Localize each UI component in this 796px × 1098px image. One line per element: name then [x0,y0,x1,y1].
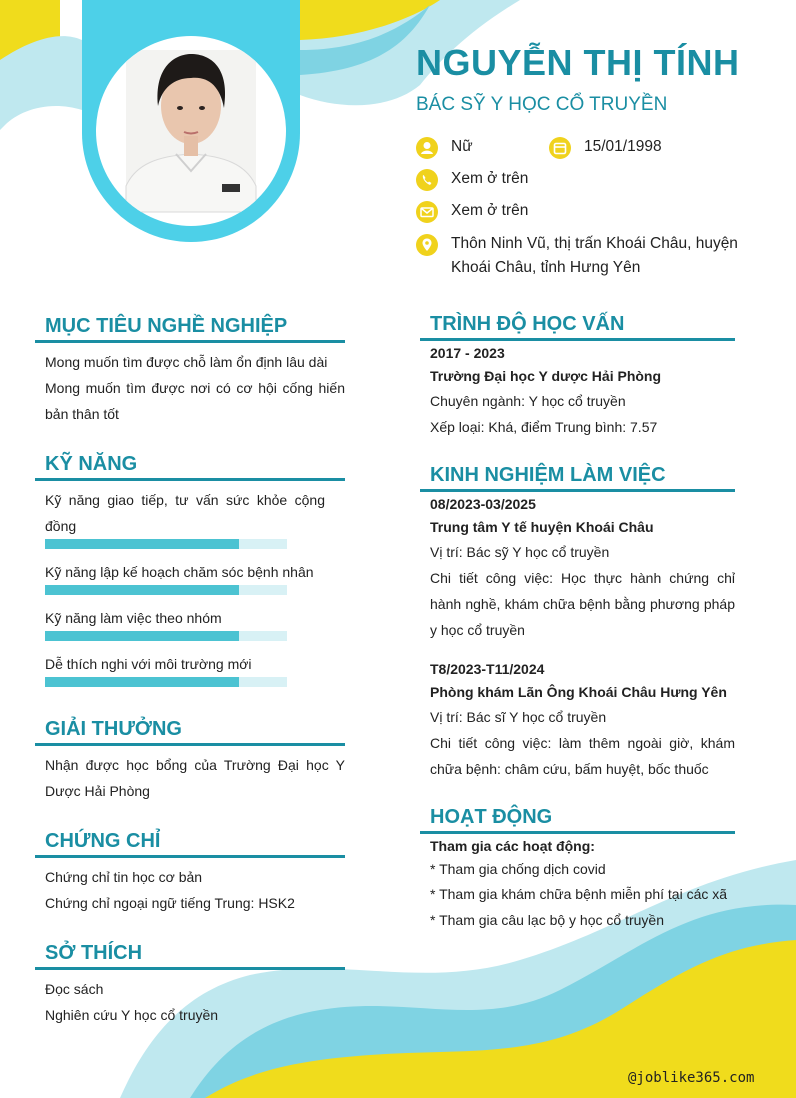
skill-bar [45,677,287,687]
skill-label: Kỹ năng giao tiếp, tư vấn sức khỏe cộng đồng [45,492,325,534]
job-company: Trung tâm Y tế huyện Khoái Châu [430,519,654,535]
award-text: Nhận được học bổng của Trường Đại học Y Dược Hải Phòng [45,757,345,799]
objective-line: Mong muốn tìm được nơi có cơ hội cống hiến bản thân tốt [45,380,345,422]
avatar [96,36,286,226]
skill-bar-fill [45,539,239,549]
job-period: T8/2023-T11/2024 [430,661,545,677]
job-position: Vị trí: Bác sỹ Y học cổ truyền [430,544,610,560]
gender-row [416,138,473,159]
activity-item: * Tham gia khám chữa bệnh miễn phí tại các xã [430,886,728,902]
phone-icon [416,169,438,191]
skill-bar-fill [45,585,239,595]
job-title: BÁC SỸ Y HỌC CỔ TRUYỀN [416,94,668,115]
skill-bar [45,539,287,549]
skill-label: Kỹ năng lập kế hoạch chăm sóc bệnh nhân [45,564,314,580]
phone-row [416,170,528,191]
section-divider [35,967,345,970]
section-experience-title: KINH NGHIỆM LÀM VIỆC [430,464,666,486]
skill-bar [45,631,287,641]
activities-heading: Tham gia các hoạt động: [430,838,595,854]
address-value: Thôn Ninh Vũ, thị trấn Khoái Châu, huyện Khoái Châu, tỉnh Hưng Yên [451,235,738,276]
objective-line: Mong muốn tìm được chỗ làm ổn định lâu dài [45,354,328,370]
section-divider [35,478,345,481]
skill-label: Kỹ năng làm việc theo nhóm [45,610,222,626]
education-major: Chuyên ngành: Y học cổ truyền [430,393,626,409]
section-divider [35,855,345,858]
section-skills-title: KỸ NĂNG [45,453,138,475]
candidate-name: NGUYỄN THỊ TÍNH [416,42,740,83]
education-period: 2017 - 2023 [430,345,505,361]
calendar-icon [549,137,571,159]
section-activities-title: HOẠT ĐỘNG [430,806,553,828]
gender-value: Nữ [451,138,473,155]
hobby-line: Nghiên cứu Y học cổ truyền [45,1007,219,1023]
hobby-line: Đọc sách [45,981,104,997]
email-row [416,202,528,223]
certificate-line: Chứng chỉ tin học cơ bản [45,869,203,885]
phone-value: Xem ở trên [451,170,529,187]
activity-item: * Tham gia chống dịch covid [430,861,606,877]
education-school: Trường Đại học Y dược Hải Phòng [430,368,662,384]
birthdate-value: 15/01/1998 [584,138,662,155]
job-position: Vị trí: Bác sĩ Y học cổ truyền [430,709,607,725]
section-divider [35,743,345,746]
section-objective-title: MỤC TIÊU NGHỀ NGHIỆP [45,315,288,337]
skill-bar-fill [45,677,239,687]
activity-item: * Tham gia câu lạc bộ y học cổ truyền [430,912,664,928]
education-grade: Xếp loại: Khá, điểm Trung bình: 7.57 [430,419,658,435]
job-detail: Chi tiết công việc: Học thực hành chứng chỉ hành nghề, khám chữa bệnh bằng phương pháp y học cổ truyền [430,570,735,638]
skill-label: Dễ thích nghi với môi trường mới [45,656,252,672]
address-row [416,234,746,280]
birthdate-row [549,138,662,159]
job-company: Phòng khám Lãn Ông Khoái Châu Hưng Yên [430,684,727,700]
job-detail: Chi tiết công việc: làm thêm ngoài giờ, khám chữa bệnh: châm cứu, bấm huyệt, bốc thuốc [430,735,735,777]
footer-handle: @joblike365.com [628,1070,755,1086]
section-education-title: TRÌNH ĐỘ HỌC VẤN [430,313,625,335]
skill-bar-fill [45,631,239,641]
section-certificates-title: CHỨNG CHỈ [45,830,161,852]
location-pin-icon [416,234,438,256]
section-hobbies-title: SỞ THÍCH [45,942,143,964]
user-icon [416,137,438,159]
section-awards-title: GIẢI THƯỞNG [45,718,182,740]
email-value: Xem ở trên [451,202,529,219]
job-period: 08/2023-03/2025 [430,496,536,512]
skill-bar [45,585,287,595]
certificate-line: Chứng chỉ ngoại ngữ tiếng Trung: HSK2 [45,895,295,911]
mail-icon [416,201,438,223]
section-divider [35,340,345,343]
